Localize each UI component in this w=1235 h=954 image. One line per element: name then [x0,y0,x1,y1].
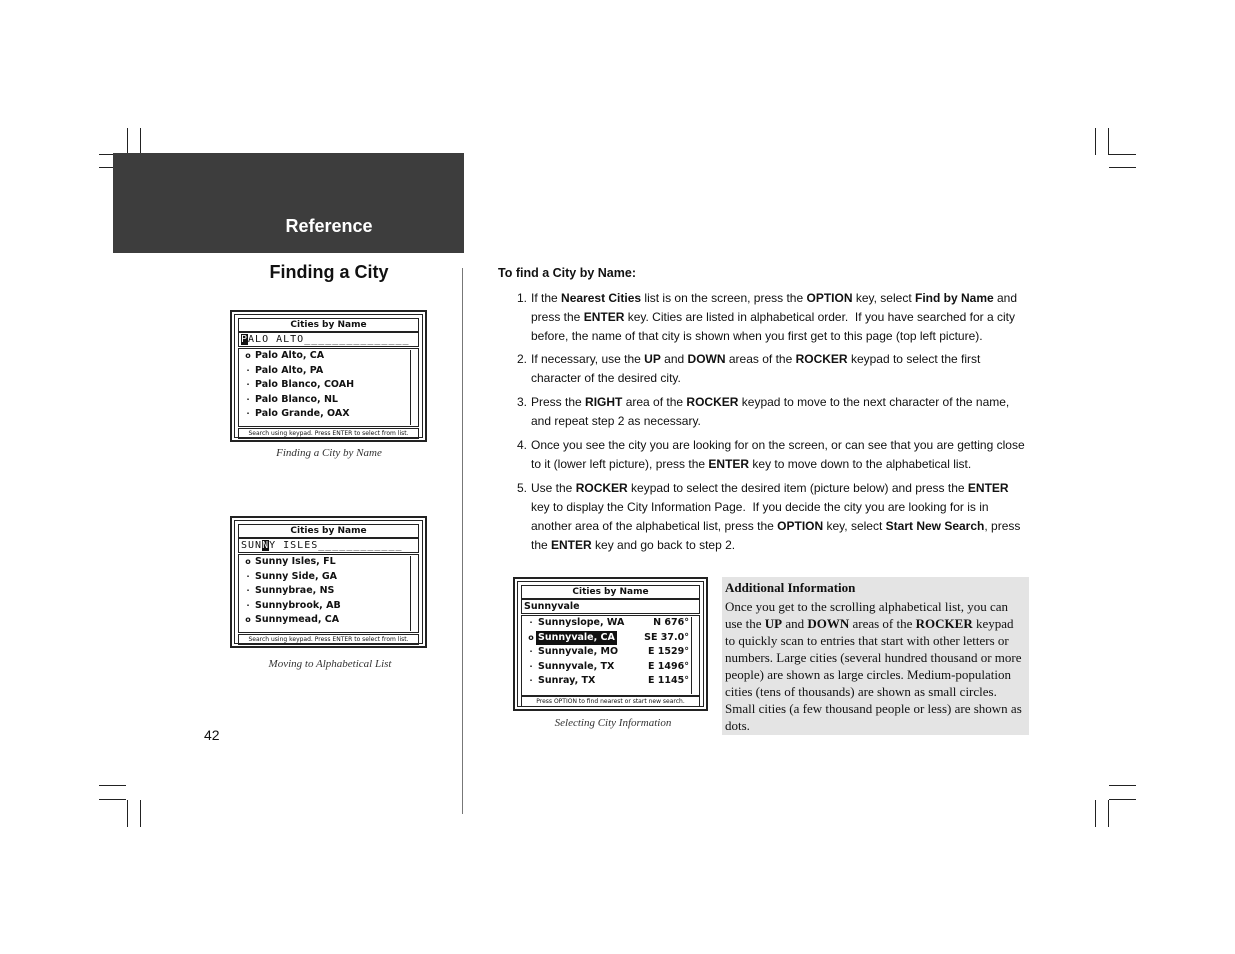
screen-finding-city-by-name [230,310,427,442]
page-title: Finding a City [269,262,389,282]
list-item[interactable] [239,613,418,628]
screen-title: Cities by Name [521,585,700,599]
list-item[interactable] [522,674,699,689]
city-size-icon: · [529,647,533,656]
input-rest: ALO ALTO_______________ [248,334,410,345]
screen-moving-to-list [230,516,427,648]
city-list [238,554,419,633]
crop-mark [140,128,141,155]
city-size-icon: o [245,615,251,624]
crop-mark [1108,800,1109,827]
city-size-icon: · [246,380,250,389]
step: 3. Press the RIGHT area of the ROCKER keypad to move to the next character of the name, and repeat step 2 as necessary. [517,395,1010,428]
screen-title: Cities by Name [238,318,419,332]
city-name: Palo Blanco, COAH [255,379,355,390]
search-input: Sunnyvale [521,599,700,614]
cursor: N [262,540,270,551]
list-item[interactable] [522,631,699,646]
city-size-icon: · [246,409,250,418]
list-item[interactable] [239,570,418,585]
procedure-title: To find a City by Name: [498,266,636,280]
city-name: Palo Grande, OAX [255,408,350,419]
screen-title: Cities by Name [238,524,419,538]
crop-mark [1109,167,1136,168]
city-name: Sunnyslope, WA [538,617,625,628]
additional-info-heading: Additional Information [725,580,856,595]
city-list [238,348,419,427]
city-size-icon: o [245,557,251,566]
step: 4. Once you see the city you are looking for on the screen, or can see that you are getting close to it (lower left picture), press the ENTER key to move down to the alphabetical list. [517,438,1025,471]
crop-mark [1109,785,1136,786]
step: 5. Use the ROCKER keypad to select the desired item (picture below) and press the ENTER key to display the City Information Page. If you decide the city you are looking for is in another area of the alphabetical list, press the OPTION key, select Start New Search, press the ENTER key and go back to step 2. [517,481,1021,552]
city-size-icon: o [528,632,534,642]
crop-mark [127,128,128,155]
city-name: Sunny Side, GA [255,570,338,582]
search-input [238,538,419,553]
city-size-icon: o [245,351,251,360]
list-item[interactable] [522,660,699,675]
crop-mark [1108,128,1109,155]
search-input [238,332,419,347]
screen-footer: Search using keypad. Press ENTER to select from list. [238,428,419,439]
list-item[interactable] [239,349,418,364]
screen-footer: Search using keypad. Press ENTER to select from list. [238,634,419,645]
city-name: Palo Alto, PA [255,364,324,376]
city-direction: E 1529° [648,646,689,657]
city-name: Sunnyvale, MO [538,646,619,657]
city-name: Palo Blanco, NL [255,393,338,405]
list-item[interactable] [239,584,418,599]
crop-mark [99,799,126,800]
city-name: Sunnybrae, NS [255,585,335,596]
crop-mark [127,800,128,827]
city-name: Sunray, TX [538,675,596,686]
city-size-icon: · [529,618,533,627]
section-header-box [113,153,464,253]
additional-info-body: Once you get to the scrolling alphabetical list, you can use the UP and DOWN areas of the ROCKER keypad to quickly scan to entries that start with other letters or numbers. Large cities (several hundred thousand or more people) are shown as large circles. Medium-population cities (tens of thousands) are shown as small circles. Small cities (a few thousand people or less) are shown as dots. [725,599,1022,733]
column-divider [462,268,463,814]
city-size-icon: · [246,365,250,375]
city-name: Sunnyvale, CA [536,631,617,646]
city-direction: E 1496° [648,660,689,672]
city-name: Sunnyvale, TX [538,660,615,672]
screen-selecting-city-info [513,577,708,711]
city-size-icon: · [246,586,250,595]
crop-mark [140,800,141,827]
city-direction: SE 37.0° [644,631,689,643]
list-item[interactable] [239,555,418,570]
list-item[interactable] [239,393,418,408]
screen-footer: Press OPTION to find nearest or start new search. [521,696,700,707]
input-before: SUN [241,540,263,551]
list-item[interactable] [239,599,418,614]
city-size-icon: · [246,394,250,404]
list-item[interactable] [239,407,418,422]
city-size-icon: · [529,676,533,685]
figure-caption: Moving to Alphabetical List [268,658,392,670]
crop-mark [1095,128,1096,155]
crop-mark [99,785,126,786]
city-size-icon: · [246,600,250,610]
section-header-title: Reference [285,216,373,236]
list-item[interactable] [522,645,699,660]
list-item[interactable] [239,378,418,393]
page-number: 42 [204,727,220,743]
step: 2. If necessary, use the UP and DOWN areas of the ROCKER keypad to select the first character of the desired city. [517,352,981,385]
step: 1. If the Nearest Cities list is on the screen, press the OPTION key, select Find by Name and press the ENTER key. Cities are listed in alphabetical order. If you have searched for a city before, the name of that city is shown when you first get to this page (top left picture). [517,291,1018,343]
list-item[interactable] [239,364,418,379]
city-size-icon: · [246,571,250,581]
input-rest: Y ISLES____________ [269,540,403,551]
city-direction: N 676° [653,617,689,628]
city-name: Sunnymead, CA [255,614,340,625]
city-size-icon: · [529,661,533,671]
city-direction: E 1145° [648,675,689,686]
city-list [521,615,700,696]
city-name: Palo Alto, CA [255,350,325,361]
crop-mark [1109,154,1136,155]
city-name: Sunnybrook, AB [255,599,341,611]
figure-caption: Finding a City by Name [276,447,382,459]
figure-caption: Selecting City Information [554,717,672,729]
crop-mark [1095,800,1096,827]
crop-mark [1109,799,1136,800]
list-item[interactable] [522,616,699,631]
cursor: P [241,334,249,345]
city-name: Sunny Isles, FL [255,556,336,567]
